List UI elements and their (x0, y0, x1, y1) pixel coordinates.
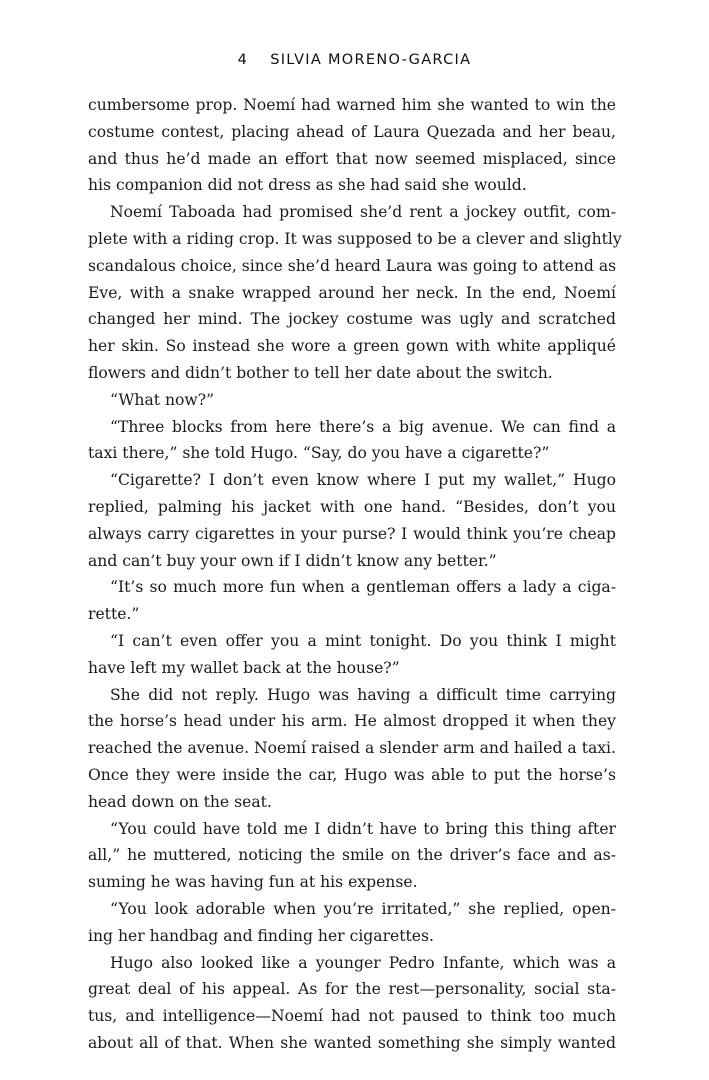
text-line: “You look adorable when you’re irritated,” she replied, open- (110, 899, 616, 918)
text-line: great deal of his appeal. As for the rest—personality, social sta- (88, 980, 616, 999)
running-head (0, 52, 709, 68)
text-line: rette.” (88, 605, 140, 624)
text-line: have left my wallet back at the house?” (88, 658, 400, 677)
text-line: She did not reply. Hugo was having a difficult time carrying (110, 685, 616, 704)
text-line: “You could have told me I didn’t have to bring this thing after (110, 819, 616, 838)
text-line: and thus he’d made an effort that now seemed misplaced, since (88, 149, 616, 168)
text-line: and can’t buy your own if I didn’t know any better.” (88, 551, 497, 570)
text-line: the horse’s head under his arm. He almost dropped it when they (88, 712, 616, 731)
text-line: her skin. So instead she wore a green gown with white appliqué (88, 337, 616, 356)
text-line: Eve, with a snake wrapped around her neck. In the end, Noemí (88, 283, 616, 302)
text-line: Hugo also looked like a younger Pedro Infante, which was a (110, 953, 616, 972)
text-line: “Three blocks from here there’s a big avenue. We can find a (110, 417, 616, 436)
text-line: his companion did not dress as she had said she would. (88, 176, 527, 195)
text-line: changed her mind. The jockey costume was ugly and scratched (88, 310, 616, 329)
text-line: plete with a riding crop. It was supposed to be a clever and slightly (88, 229, 622, 248)
text-line: suming he was having fun at his expense. (88, 873, 418, 892)
text-line: ing her handbag and finding her cigarettes. (88, 926, 434, 945)
text-line: cumbersome prop. Noemí had warned him she wanted to win the (88, 96, 616, 114)
text-line: always carry cigarettes in your purse? I would think you’re cheap (88, 524, 616, 543)
text-line: “It’s so much more fun when a gentleman offers a lady a ciga- (110, 578, 616, 597)
text-line: “What now?” (110, 390, 215, 409)
text-line: tus, and intelligence—Noemí had not paused to think too much (88, 1007, 616, 1026)
text-line: Noemí Taboada had promised she’d rent a jockey outfit, com- (110, 203, 616, 222)
author-name: SILVIA MORENO-GARCIA (270, 52, 472, 68)
body-text (88, 92, 622, 1057)
text-line: about all of that. When she wanted something she simply wanted (88, 1033, 616, 1052)
text-line: scandalous choice, since she’d heard Laura was going to attend as (88, 256, 617, 275)
text-line: taxi there,” she told Hugo. “Say, do you have a cigarette?” (88, 444, 550, 463)
text-line: “I can’t even offer you a mint tonight. Do you think I might (110, 631, 616, 650)
text-line: reached the avenue. Noemí raised a slender arm and hailed a taxi. (88, 739, 616, 758)
text-line: “Cigarette? I don’t even know where I put my wallet,” Hugo (110, 471, 616, 490)
text-line: head down on the seat. (88, 792, 272, 811)
text-line: Once they were inside the car, Hugo was able to put the horse’s (88, 765, 616, 784)
text-line: all,” he muttered, noticing the smile on the driver’s face and as- (88, 846, 616, 865)
text-line: costume contest, placing ahead of Laura Quezada and her beau, (88, 122, 616, 141)
text-line: replied, palming his jacket with one hand. “Besides, don’t you (88, 497, 616, 516)
page-number: 4 (237, 52, 249, 68)
text-line: flowers and didn’t bother to tell her date about the switch. (88, 363, 553, 382)
